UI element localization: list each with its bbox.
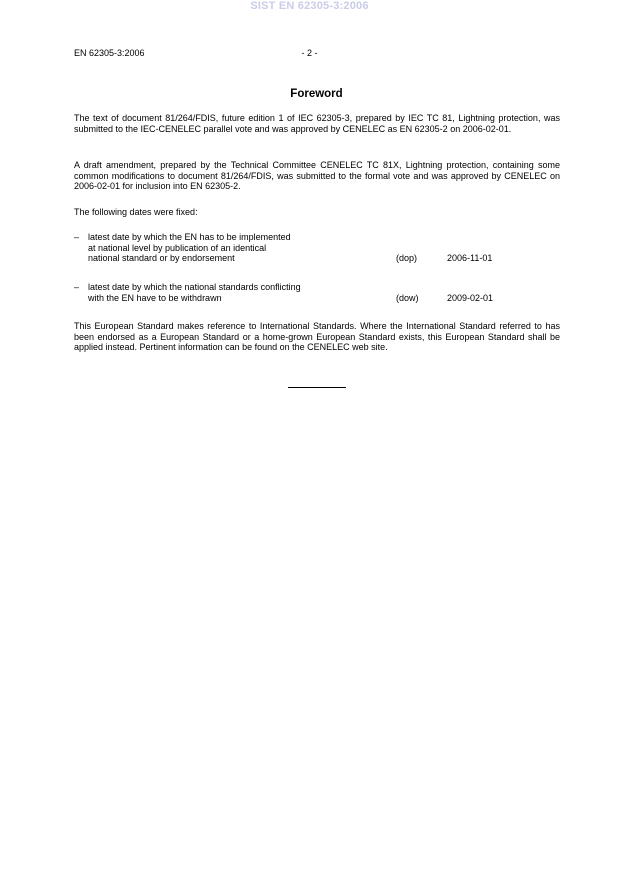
date-code: (dop) [396,253,418,263]
date-item-description [88,232,388,264]
watermark: SIST EN 62305-3:2006 [250,0,369,12]
document-id: EN 62305-3:2006 [74,48,145,58]
paragraph-3: The following dates were fixed: [74,207,198,217]
date-item-line: national standard or by endorsement [88,253,235,263]
date-item-line: latest date by which the national standards conflicting [88,282,301,292]
date-item-line: latest date by which the EN has to be implemented [88,232,291,242]
date-code: (dow) [396,292,419,303]
date-value: 2009-02-01 [447,292,494,303]
date-item-line: with the EN have to be withdrawn [88,292,222,303]
paragraph-1: The text of document 81/264/FDIS, future edition 1 of IEC 62305-3, prepared by IEC TC 81, Lightning protection, was submitted to the IEC-CENELEC parallel vote and was approved by CENELEC as EN 62305-2 on 2006-02-01. [74,113,560,134]
section-title: Foreword [290,88,343,100]
date-item-description [88,282,388,303]
paragraph-4: This European Standard makes reference to International Standards. Where the International Standard referred to has been endorsed as a European Standard or a home-grown European Standard exists, this European Standard shall be applied instead. Pertinent information can be found on the CENELEC web site. [74,321,560,352]
list-bullet: – [74,232,80,242]
date-item-line: at national level by publication of an identical [88,242,267,253]
paragraph-2: A draft amendment, prepared by the Technical Committee CENELEC TC 81X, Lightning protection, containing some common modifications to document 81/264/FDIS, was submitted to the formal vote and was approved by CENELEC on 2006-02-01 for inclusion into EN 62305-2. [74,160,560,191]
list-bullet: – [74,282,80,292]
date-value: 2006-11-01 [447,253,493,263]
page-number: - 2 - [301,48,318,58]
end-rule [288,387,346,388]
